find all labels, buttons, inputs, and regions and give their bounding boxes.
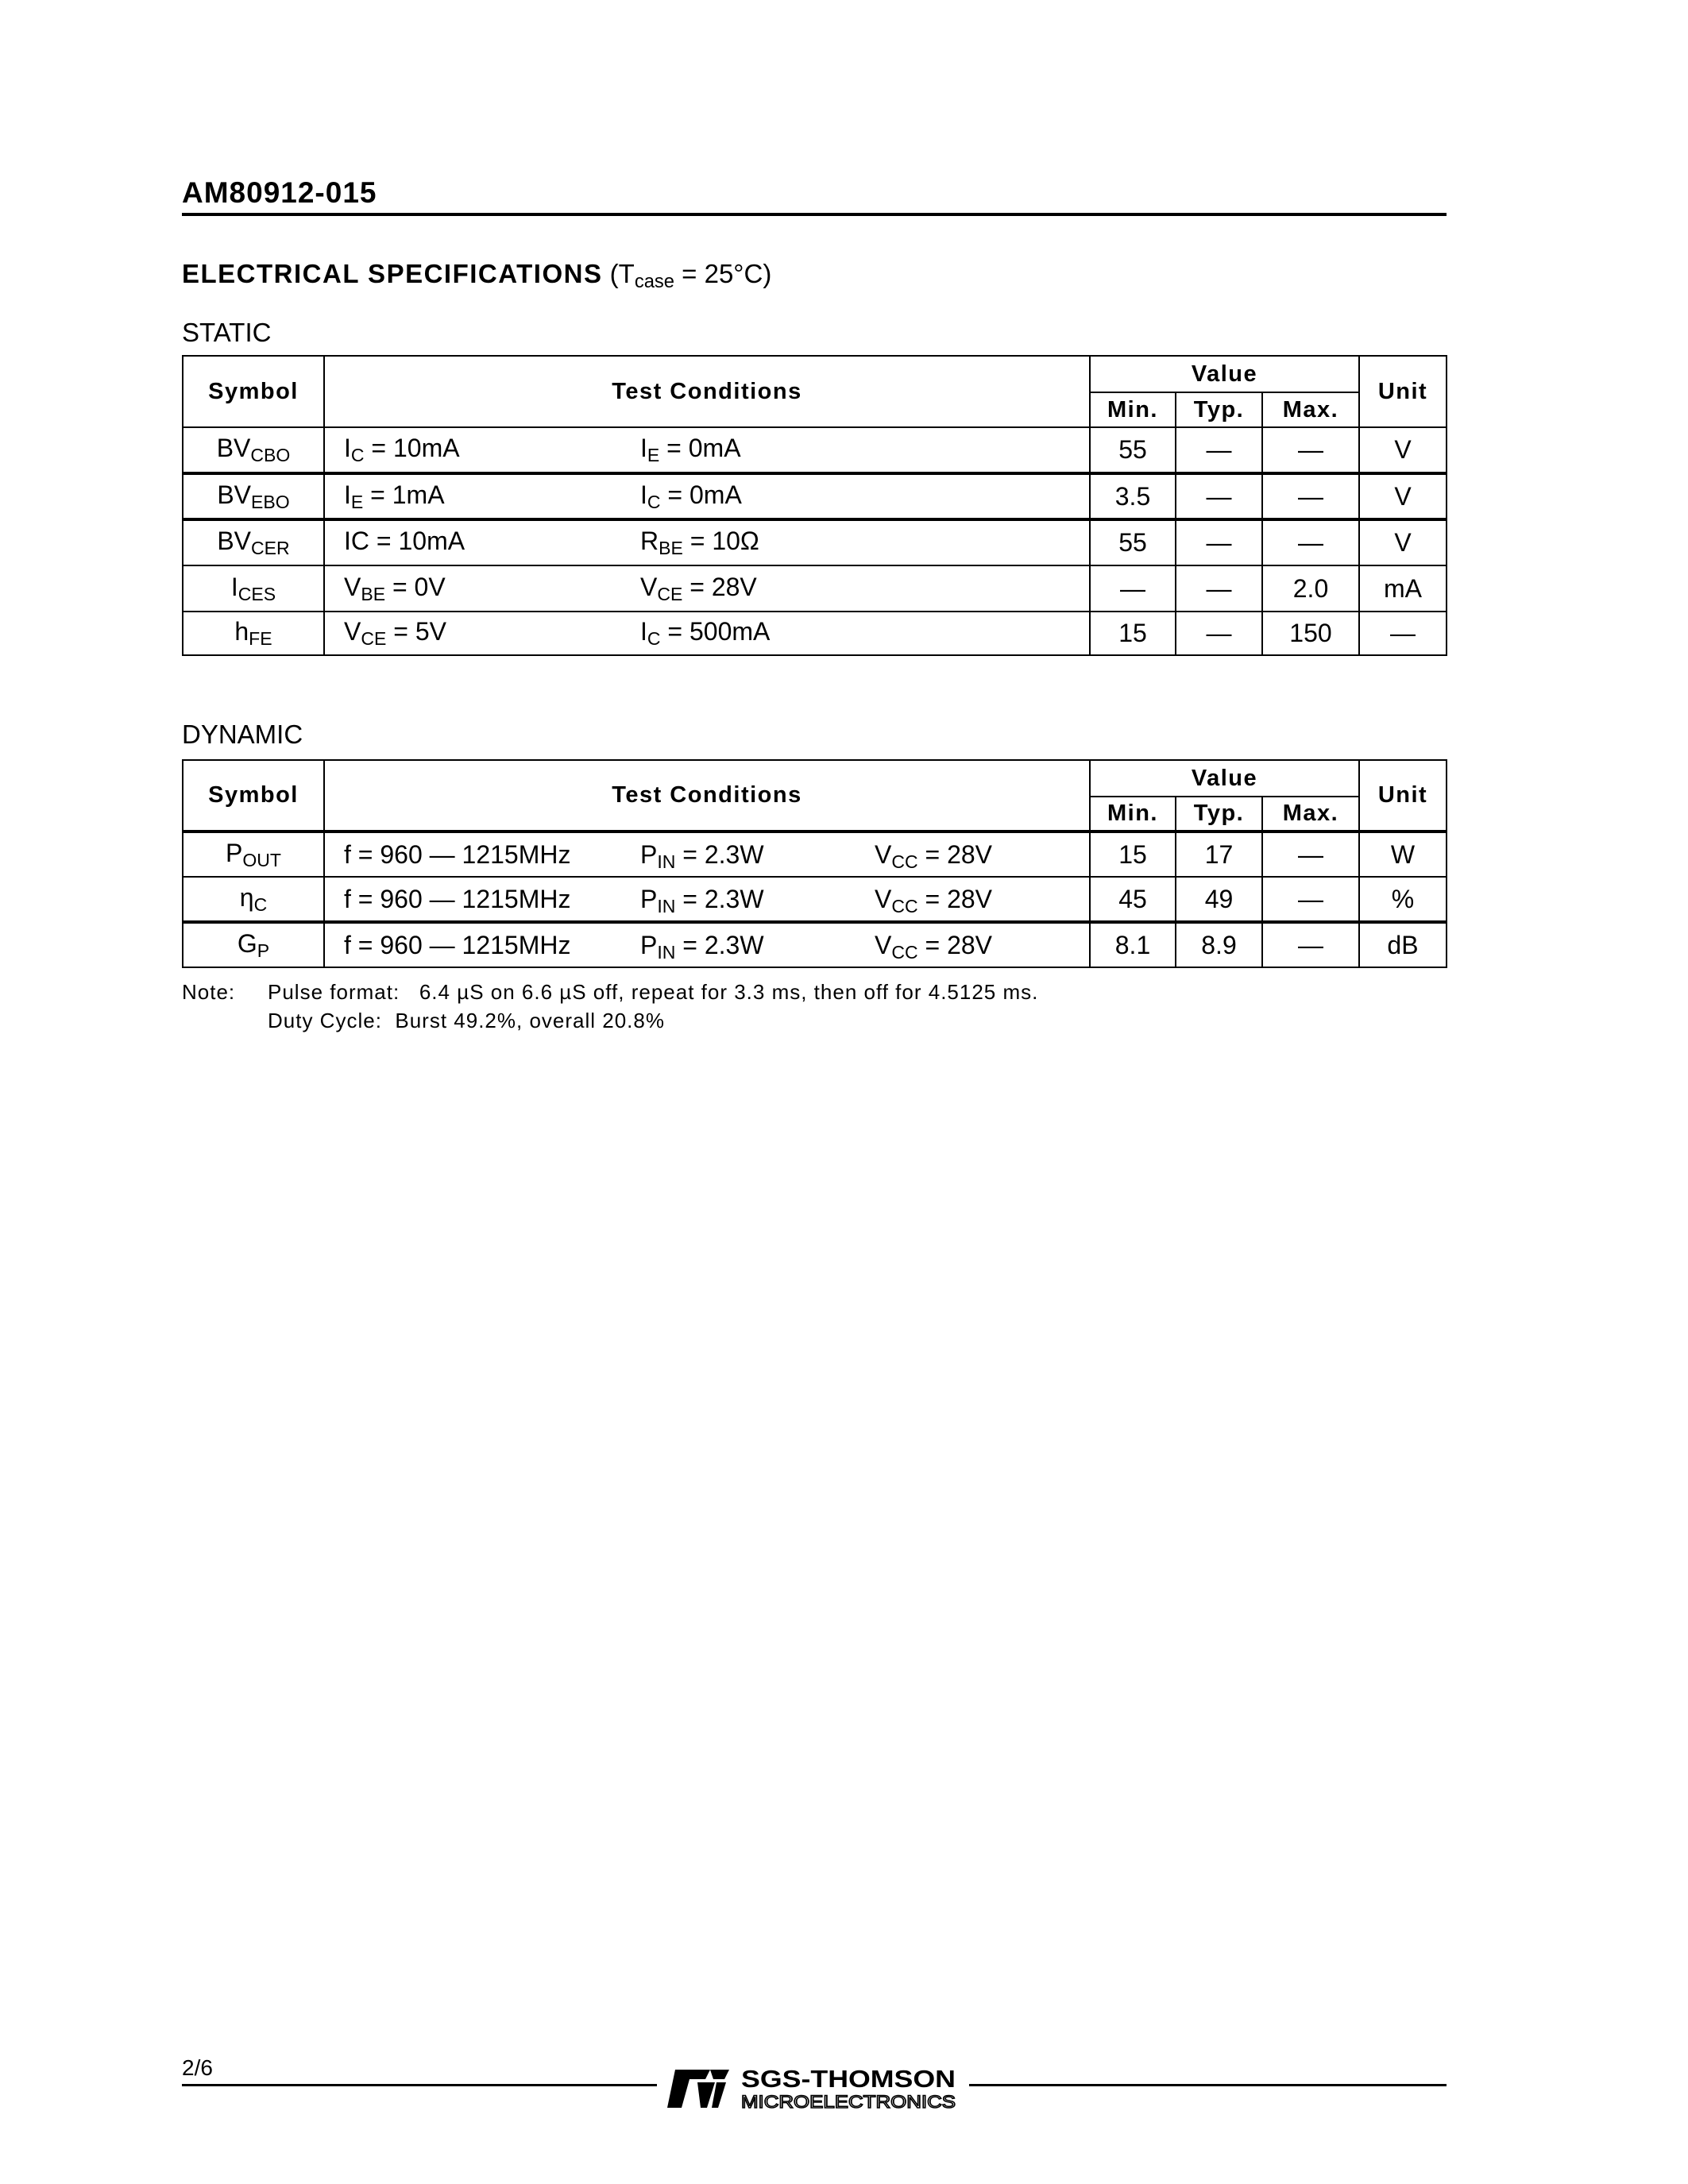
- input-power-main: P: [640, 839, 658, 869]
- cond-suffix: = 25°C): [674, 259, 772, 288]
- symbol-main: G: [237, 928, 257, 958]
- table-row: [183, 922, 1447, 967]
- static-label: STATIC: [182, 318, 272, 347]
- condition-2: [640, 434, 741, 465]
- header-min: Min.: [1090, 392, 1176, 427]
- condition-1-value: = 0V: [385, 572, 446, 601]
- frequency: f = 960 — 1215MHz: [344, 884, 571, 913]
- cell-typ: —: [1176, 427, 1262, 473]
- page-number: 2/6: [182, 2055, 213, 2080]
- condition-2-sub: C: [647, 491, 661, 512]
- supply-voltage-sub: CC: [891, 941, 918, 963]
- header-unit: Unit: [1359, 356, 1447, 427]
- input-power-main: P: [640, 930, 658, 959]
- section-heading: [182, 259, 771, 293]
- cell-min: 55: [1090, 519, 1176, 565]
- cell-unit: %: [1359, 877, 1447, 922]
- condition-1-sub: CE: [361, 627, 387, 649]
- st-logo: [666, 2063, 960, 2111]
- condition-2-value: = 28V: [682, 572, 757, 601]
- cell-conditions: [324, 519, 1090, 565]
- cell-symbol: [183, 473, 324, 519]
- cell-unit: V: [1359, 519, 1447, 565]
- header-min: Min.: [1090, 797, 1176, 832]
- cell-conditions: [324, 922, 1090, 967]
- footer-rule-left: [182, 2084, 657, 2086]
- cell-max: 150: [1262, 612, 1359, 655]
- note-line-2: Duty Cycle: Burst 49.2%, overall 20.8%: [268, 1009, 665, 1032]
- cond-prefix: (T: [609, 259, 635, 288]
- symbol: [234, 617, 272, 649]
- symbol-sub: CER: [251, 537, 290, 558]
- symbol-main: h: [234, 617, 249, 646]
- condition-1-value: = 10mA: [364, 434, 460, 463]
- frequency: f = 960 — 1215MHz: [344, 839, 571, 869]
- symbol: [230, 572, 276, 604]
- cond-sub: case: [634, 270, 674, 292]
- symbol-main: P: [226, 838, 243, 867]
- condition-2-main: R: [640, 527, 659, 556]
- note-label: Note:: [182, 980, 236, 1004]
- cell-typ: 17: [1176, 832, 1262, 877]
- symbol: [239, 882, 268, 915]
- condition-2-main: I: [640, 434, 647, 463]
- condition-1-value: = 10mA: [369, 527, 465, 556]
- supply-voltage-value: = 28V: [917, 930, 993, 959]
- cell-min: 3.5: [1090, 473, 1176, 519]
- header-symbol: Symbol: [183, 356, 324, 427]
- cell-min: 15: [1090, 832, 1176, 877]
- cell-min: 55: [1090, 427, 1176, 473]
- header-rule: [182, 213, 1447, 216]
- frequency: f = 960 — 1215MHz: [344, 930, 571, 959]
- condition-1: [344, 527, 465, 555]
- table-row: [183, 565, 1447, 612]
- symbol-sub: C: [253, 893, 268, 915]
- condition-1-main: V: [344, 617, 361, 646]
- cell-min: —: [1090, 565, 1176, 612]
- header-max: Max.: [1262, 392, 1359, 427]
- input-power: [640, 884, 764, 916]
- input-power-sub: IN: [657, 851, 676, 872]
- dynamic-label: DYNAMIC: [182, 720, 303, 749]
- condition-1: [344, 434, 460, 465]
- condition-2: [640, 572, 757, 604]
- symbol-sub: FE: [249, 627, 272, 649]
- condition-2: [640, 617, 771, 649]
- symbol-main: η: [239, 882, 254, 912]
- note-line-1: Pulse format: 6.4 µS on 6.6 µS off, repeat for 3.3 ms, then off for 4.5125 ms.: [268, 980, 1039, 1004]
- cell-symbol: [183, 427, 324, 473]
- supply-voltage: [875, 839, 993, 872]
- header-symbol: Symbol: [183, 760, 324, 832]
- cell-typ: —: [1176, 565, 1262, 612]
- header-value: Value: [1090, 760, 1359, 797]
- symbol-main: BV: [216, 434, 251, 463]
- condition-1-main: I: [344, 480, 351, 509]
- supply-voltage: [875, 884, 993, 916]
- cell-min: 45: [1090, 877, 1176, 922]
- input-power: [640, 930, 764, 963]
- table-row: [183, 427, 1447, 473]
- condition-2-sub: E: [647, 444, 660, 465]
- symbol: [237, 928, 270, 961]
- symbol: [217, 480, 290, 512]
- symbol-sub: OUT: [242, 849, 281, 870]
- condition-2: [640, 527, 759, 558]
- supply-voltage: [875, 930, 993, 963]
- cell-unit: W: [1359, 832, 1447, 877]
- table-row: [183, 832, 1447, 877]
- condition-2-sub: BE: [659, 537, 683, 558]
- supply-voltage-sub: CC: [891, 895, 918, 916]
- header-value: Value: [1090, 356, 1359, 392]
- condition-2-value: = 10Ω: [682, 527, 759, 556]
- input-power: [640, 839, 764, 872]
- cell-conditions: [324, 473, 1090, 519]
- cell-symbol: [183, 877, 324, 922]
- condition-2: [640, 480, 742, 512]
- cell-min: 8.1: [1090, 922, 1176, 967]
- condition-1-main: V: [344, 572, 361, 601]
- symbol-main: BV: [217, 480, 252, 509]
- condition-1-main: I: [344, 434, 351, 463]
- supply-voltage-main: V: [875, 884, 892, 913]
- cell-max: —: [1262, 922, 1359, 967]
- symbol: [216, 434, 291, 465]
- cell-min: 15: [1090, 612, 1176, 655]
- input-power-sub: IN: [657, 895, 676, 916]
- condition-2-value: = 500mA: [660, 617, 771, 646]
- supply-voltage-main: V: [875, 839, 892, 869]
- symbol-sub: CBO: [250, 444, 291, 465]
- input-power-main: P: [640, 884, 658, 913]
- cell-unit: dB: [1359, 922, 1447, 967]
- section-title: ELECTRICAL SPECIFICATIONS: [182, 259, 603, 288]
- cell-max: —: [1262, 877, 1359, 922]
- symbol: [226, 838, 281, 870]
- cell-typ: —: [1176, 612, 1262, 655]
- cell-unit: V: [1359, 473, 1447, 519]
- input-power-value: = 2.3W: [675, 839, 764, 869]
- header-typ: Typ.: [1176, 797, 1262, 832]
- condition-1: [344, 617, 446, 649]
- header-typ: Typ.: [1176, 392, 1262, 427]
- supply-voltage-main: V: [875, 930, 892, 959]
- cell-typ: —: [1176, 473, 1262, 519]
- header-test-conditions: Test Conditions: [324, 760, 1090, 832]
- cell-typ: —: [1176, 519, 1262, 565]
- table-row: [183, 877, 1447, 922]
- condition-2-value: = 0mA: [660, 480, 742, 509]
- cell-conditions: [324, 612, 1090, 655]
- condition-2-main: I: [640, 617, 647, 646]
- cell-max: —: [1262, 473, 1359, 519]
- svg-text:MICROELECTRONICS: MICROELECTRONICS: [741, 2092, 956, 2111]
- condition-2-sub: C: [647, 627, 661, 649]
- cell-conditions: [324, 877, 1090, 922]
- condition-2-main: I: [640, 480, 647, 509]
- static-table: [182, 355, 1447, 656]
- input-power-value: = 2.3W: [675, 930, 764, 959]
- cell-symbol: [183, 519, 324, 565]
- condition-1-sub: C: [350, 444, 365, 465]
- cell-max: 2.0: [1262, 565, 1359, 612]
- condition-1-main: IC: [344, 527, 369, 556]
- supply-voltage-value: = 28V: [917, 884, 993, 913]
- cell-conditions: [324, 565, 1090, 612]
- condition-1-value: = 1mA: [363, 480, 445, 509]
- header-max: Max.: [1262, 797, 1359, 832]
- dynamic-table: [182, 759, 1447, 968]
- symbol-main: I: [230, 572, 238, 601]
- cell-max: —: [1262, 519, 1359, 565]
- header-unit: Unit: [1359, 760, 1447, 832]
- symbol: [217, 527, 290, 558]
- cell-typ: 49: [1176, 877, 1262, 922]
- cell-unit: mA: [1359, 565, 1447, 612]
- table-row: [183, 473, 1447, 519]
- cell-symbol: [183, 832, 324, 877]
- condition-1-sub: E: [350, 491, 364, 512]
- cell-unit: —: [1359, 612, 1447, 655]
- condition-2-main: V: [640, 572, 658, 601]
- input-power-value: = 2.3W: [675, 884, 764, 913]
- cell-max: —: [1262, 427, 1359, 473]
- footer-rule-right: [969, 2084, 1447, 2086]
- cell-symbol: [183, 922, 324, 967]
- condition-1-value: = 5V: [386, 617, 446, 646]
- table-row: [183, 612, 1447, 655]
- symbol-sub: EBO: [251, 491, 290, 512]
- cell-symbol: [183, 612, 324, 655]
- condition-1-sub: BE: [361, 583, 386, 604]
- header-test-conditions: Test Conditions: [324, 356, 1090, 427]
- cell-max: —: [1262, 832, 1359, 877]
- condition-1: [344, 572, 446, 604]
- condition-2-value: = 0mA: [659, 434, 741, 463]
- cell-symbol: [183, 565, 324, 612]
- condition-1: [344, 480, 445, 512]
- cell-conditions: [324, 832, 1090, 877]
- condition-2-sub: CE: [657, 583, 683, 604]
- cell-conditions: [324, 427, 1090, 473]
- cell-typ: 8.9: [1176, 922, 1262, 967]
- input-power-sub: IN: [657, 941, 676, 963]
- supply-voltage-sub: CC: [891, 851, 918, 872]
- symbol-main: BV: [217, 527, 252, 556]
- svg-text:SGS-THOMSON: SGS-THOMSON: [741, 2065, 956, 2093]
- table-row: [183, 519, 1447, 565]
- cell-unit: V: [1359, 427, 1447, 473]
- symbol-sub: CES: [238, 583, 276, 604]
- document-title: AM80912-015: [182, 176, 377, 209]
- symbol-sub: P: [257, 940, 270, 961]
- supply-voltage-value: = 28V: [917, 839, 993, 869]
